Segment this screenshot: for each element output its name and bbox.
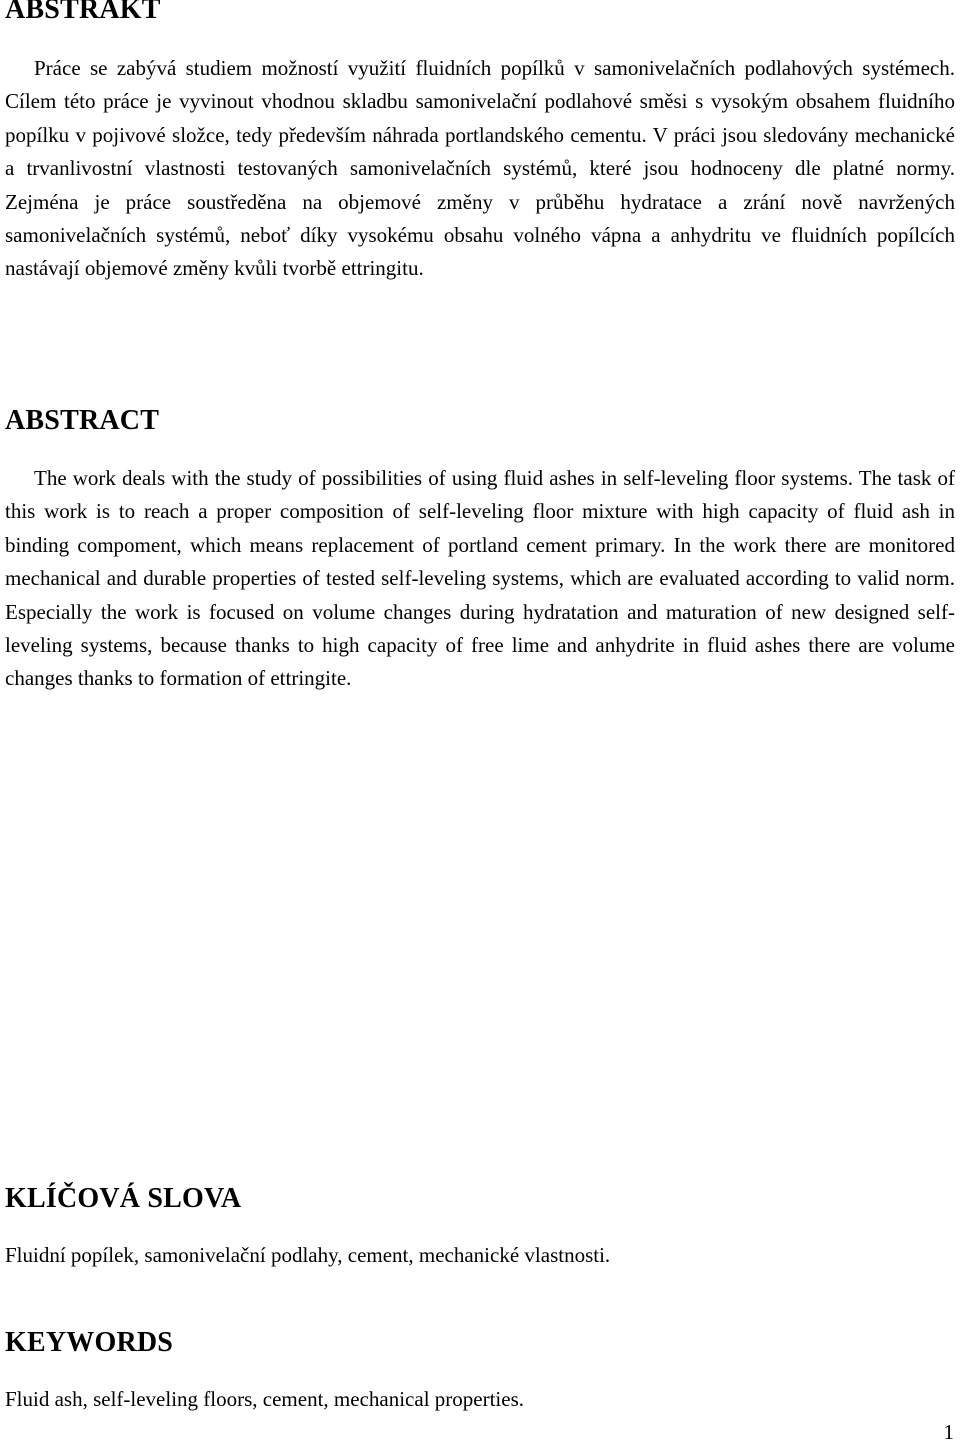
klicova-slova-heading: KLÍČOVÁ SLOVA [5,1183,242,1214]
klicova-slova-text: Fluidní popílek, samonivelační podlahy, cement, mechanické vlastnosti. [5,1243,611,1267]
page-number: 1 [943,1420,954,1444]
abstract-paragraph: The work deals with the study of possibilities of using fluid ashes in self-leveling floor systems. The task of this work is to reach a proper composition of self-leveling floor mixture with high capacity of fluid ash in binding compoment, which means replacement of portland cement primary. In the work there are monitored mechanical and durable properties of tested self-leveling systems, which are evaluated according to valid norm. Especially the work is focused on volume changes during hydratation and maturation of new designed self-leveling systems, because thanks to high capacity of free lime and anhydrite in fluid ashes there are volume changes thanks to formation of ettringite. [5,466,955,691]
abstrakt-paragraph: Práce se zabývá studiem možností využití fluidních popílků v samonivelačních podlahových systémech. Cílem této práce je vyvinout vhodnou skladbu samonivelační podlahové směsi s vysokým obsahem fluidního popílku v pojivové složce, tedy především náhrada portlandského cementu. V práci jsou sledovány mechanické a trvanlivostní vlastnosti testovaných samonivelačních systémů, které jsou hodnoceny dle platné normy. Zejména je práce soustředěna na objemové změny v průběhu hydratace a zrání nově navržených samonivelačních systémů, neboť díky vysokému obsahu volného vápna a anhydritu ve fluidních popílcích nastávají objemové změny kvůli tvorbě ettringitu. [5,56,955,281]
abstract-heading: ABSTRACT [5,405,160,436]
keywords-text: Fluid ash, self-leveling floors, cement, mechanical properties. [5,1387,525,1411]
keywords-heading: KEYWORDS [5,1327,174,1358]
abstrakt-heading: ABSTRAKT [5,0,161,25]
